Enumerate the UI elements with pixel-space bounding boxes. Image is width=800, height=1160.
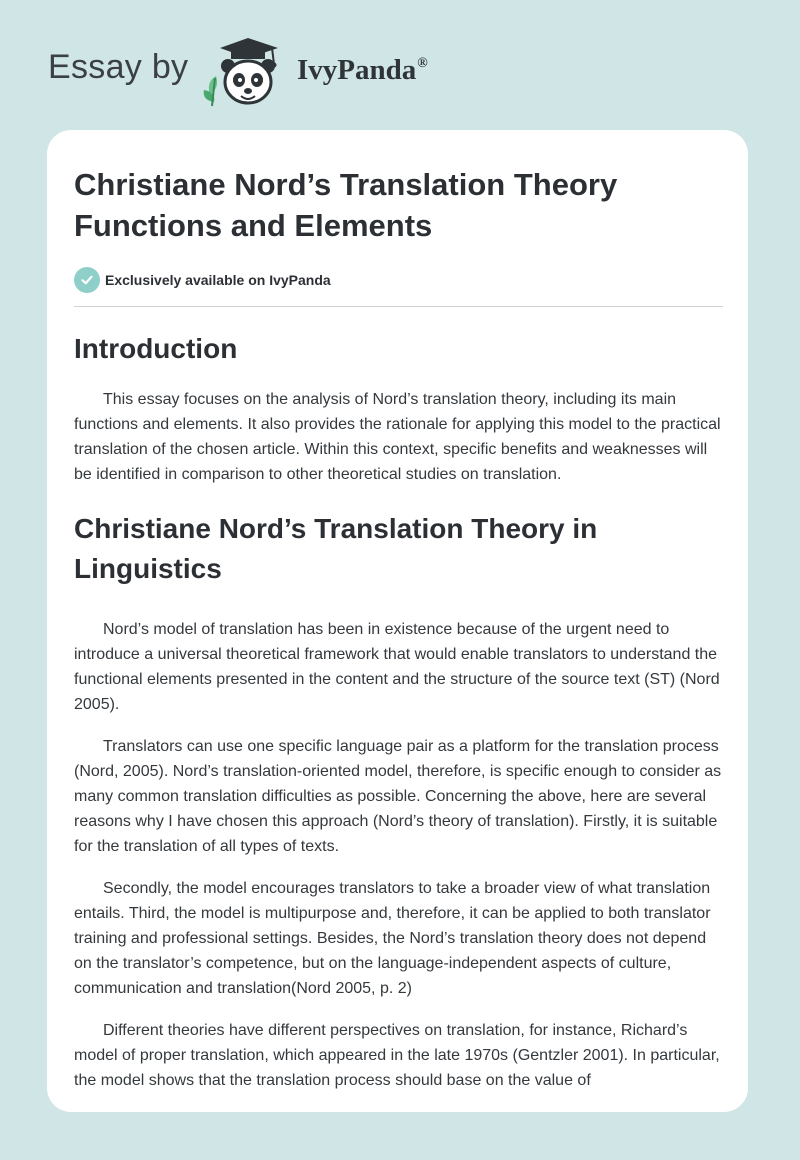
essay-content bbox=[74, 164, 724, 1093]
essay-title: Christiane Nord’s Translation Theory Functions and Elements bbox=[74, 167, 618, 243]
check-circle-icon bbox=[74, 267, 100, 293]
divider bbox=[74, 306, 723, 307]
brand-name: IvyPanda bbox=[297, 54, 417, 86]
paragraph: Different theories have different perspectives on translation, for instance, Richard’s model of proper translation, which appeared in the late 1970s (Gentzler 2001). In particular, the model shows that the translation process should base on the value of bbox=[74, 1022, 720, 1089]
paragraph: Nord’s model of translation has been in existence because of the urgent need to introduce a universal theoretical framework that would enable translators to understand the functional elements presented in the content and the structure of the source text (ST) (Nord 2005). bbox=[74, 621, 720, 713]
paragraph: This essay focuses on the analysis of Nord’s translation theory, including its main functions and elements. It also provides the rationale for applying this model to the practical translation of the chosen article. Within this context, specific benefits and weaknesses will be identified in comparison to other theoretical studies on translation. bbox=[74, 391, 721, 483]
paragraph: Translators can use one specific language pair as a platform for the translation process (Nord, 2005). Nord’s translation-oriented model, therefore, is specific enough to consider as many common translation difficulties as possible. Concerning the above, here are several reasons why I have chosen this approach (Nord’s theory of translation). Firstly, it is suitable for the translation of all types of texts. bbox=[74, 738, 722, 855]
exclusive-label: Exclusively available on IvyPanda bbox=[105, 272, 331, 288]
essay-by-label: Essay by bbox=[48, 48, 189, 86]
section-heading-theory: Christiane Nord’s Translation Theory in Linguistics bbox=[74, 513, 598, 584]
ivypanda-logo-text[interactable] bbox=[297, 54, 428, 87]
registered-mark: ® bbox=[417, 56, 428, 71]
paragraph: Secondly, the model encourages translators to take a broader view of what translation entails. Third, the model is multipurpose and, therefore, it can be applied to both translator training and professional settings. Besides, the Nord’s translation theory does not depend on the translator’s competence, but on the language-independent aspects of culture, communication and translation(Nord 2005, p. 2) bbox=[74, 880, 711, 997]
site-header bbox=[0, 0, 800, 130]
exclusive-badge bbox=[74, 266, 724, 294]
essay-card bbox=[47, 130, 748, 1112]
section-heading-introduction: Introduction bbox=[74, 333, 238, 364]
panda-graduate-icon bbox=[200, 36, 292, 110]
